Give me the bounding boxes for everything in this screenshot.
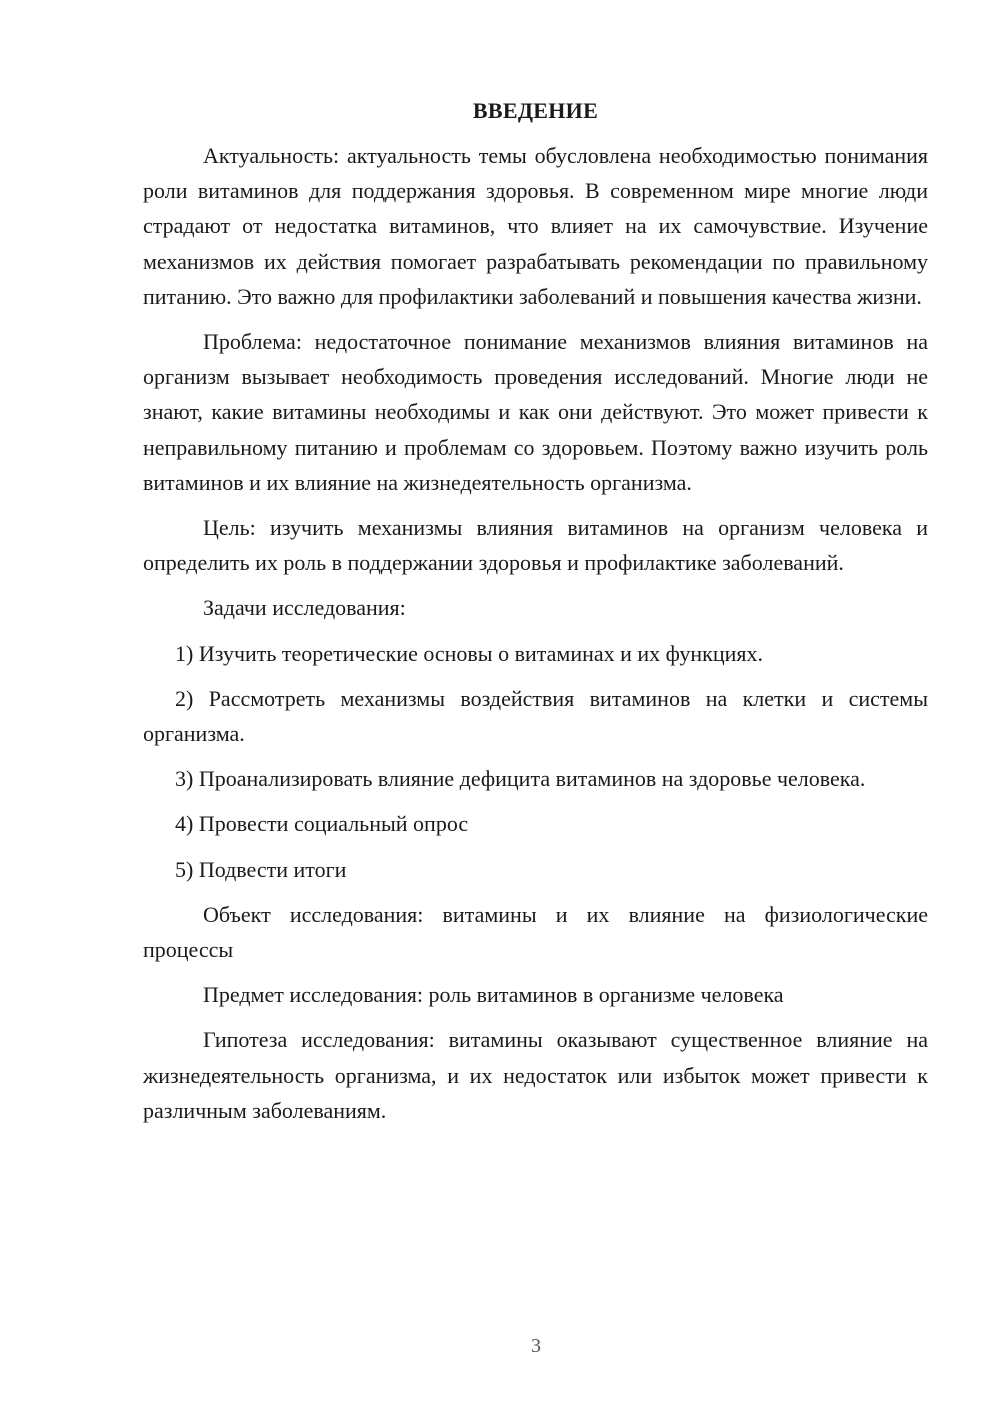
paragraph-relevance: Актуальность: актуальность темы обусловлена необходимостью понимания роли витаминов для поддержания здоровья. В современном мире многие люди страдают от недостатка витаминов, что влияет на их самочувствие. Изучение механизмов их действия помогает разрабатывать рекомендации по правильному питанию. Это важно для профилактики заболеваний и повышения качества жизни.: [143, 143, 928, 309]
task-item: 5) Подвести итоги: [175, 856, 347, 882]
page-title: ВВЕДЕНИЕ: [472, 98, 599, 123]
paragraph-object: Объект исследования: витамины и их влияние на физиологические процессы: [143, 901, 928, 963]
task-item: 3) Проанализировать влияние дефицита витаминов на здоровье человека.: [175, 766, 866, 792]
paragraph-problem: Проблема: недостаточное понимание механизмов влияния витаминов на организм вызывает необходимость проведения исследований. Многие люди не знают, какие витамины необходимы и как они действуют. Это может привести к неправильному питанию и проблемам со здоровьем. Поэтому важно изучить роль витаминов и их влияние на жизнедеятельность организма.: [143, 329, 928, 495]
paragraph-subject: Предмет исследования: роль витаминов в организме человека: [203, 982, 784, 1008]
task-item: 1) Изучить теоретические основы о витаминах и их функциях.: [175, 640, 764, 666]
paragraph-hypothesis: Гипотеза исследования: витамины оказывают существенное влияние на жизнедеятельность организма, и их недостаток или избыток может привести к различным заболеваниям.: [143, 1027, 928, 1123]
task-item: 2) Рассмотреть механизмы воздействия витаминов на клетки и системы организма.: [143, 685, 928, 747]
page-content: [143, 93, 928, 1138]
page-number: 3: [531, 1335, 541, 1357]
task-item: 4) Провести социальный опрос: [175, 811, 469, 837]
tasks-heading: Задачи исследования:: [203, 595, 406, 621]
paragraph-goal: Цель: изучить механизмы влияния витаминов на организм человека и определить их роль в поддержании здоровья и профилактике заболеваний.: [143, 515, 928, 576]
